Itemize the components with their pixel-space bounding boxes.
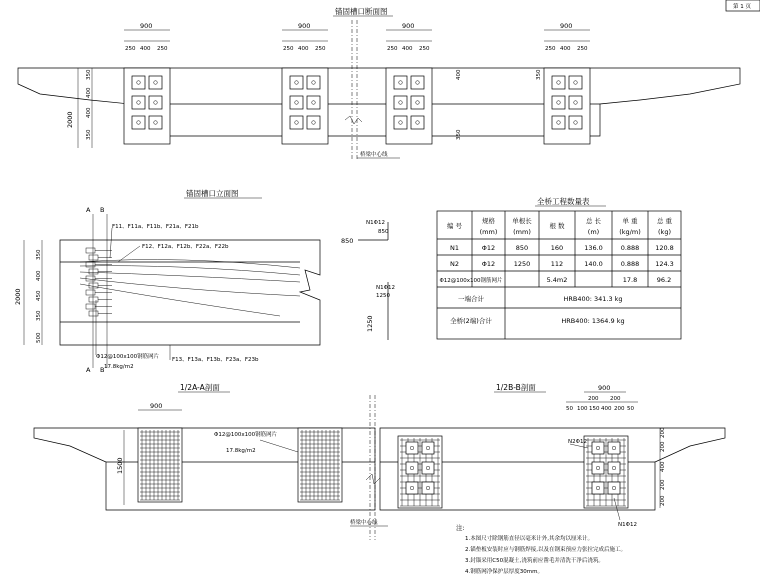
anchor-plate xyxy=(422,482,434,494)
top-view xyxy=(18,6,740,160)
anchor-plate xyxy=(608,482,620,494)
top-block-3 xyxy=(386,22,432,144)
table-cell: 124.3 xyxy=(655,260,674,268)
anchor-plate xyxy=(608,462,620,474)
sheet-tag-text: 第 1 页 xyxy=(733,4,751,10)
table-sum-one-label: 一端合计 xyxy=(458,295,484,303)
rebar-n2-len: 1250 xyxy=(376,293,390,299)
anchor-plate xyxy=(132,76,145,89)
anchor-plate xyxy=(422,462,434,474)
section-b-bot-2: 100 xyxy=(577,406,588,412)
block-part-dim: 250 xyxy=(283,46,294,52)
anchor-plate-elev xyxy=(89,311,98,316)
block-part-dim: 400 xyxy=(402,46,413,52)
table-cell: Φ12 xyxy=(481,244,496,252)
section-b-bot-1: 50 xyxy=(566,406,573,412)
anchor-plate xyxy=(307,96,320,109)
table-sum-one-value: HRB400: 341.3 kg xyxy=(563,295,623,303)
table-header-cell: 总 重 xyxy=(656,217,673,225)
table-header-cell: (kg/m) xyxy=(619,228,641,236)
section-a-height: 1500 xyxy=(116,457,124,474)
section-b-r3: 400 xyxy=(660,461,666,472)
section-b-top-1: 200 xyxy=(588,396,599,402)
section-b-r4: 200 xyxy=(660,479,666,490)
table-mesh-len: 5.4m2 xyxy=(546,276,568,284)
top-rh3: 350 xyxy=(536,69,542,80)
anchor-block-outline xyxy=(124,68,170,144)
anchor-plate-elev xyxy=(89,255,98,260)
section-a xyxy=(34,382,388,540)
anchor-plate xyxy=(406,482,418,494)
block-part-dim: 250 xyxy=(545,46,556,52)
elev-mesh-label: Φ12@100x100钢筋网片 xyxy=(96,354,160,360)
anchor-plate xyxy=(406,442,418,454)
anchor-plate xyxy=(290,76,303,89)
block-width-dim: 900 xyxy=(402,22,415,30)
anchor-plate-elev xyxy=(86,290,95,295)
anchor-plate-elev xyxy=(86,262,95,267)
note-line-1: 1.本图尺寸除钢筋直径以毫米计外,其余均以厘米计。 xyxy=(465,536,593,542)
table-header-cell: 单 重 xyxy=(622,217,638,225)
anchor-plate xyxy=(394,116,407,129)
section-b-bot-6: 50 xyxy=(627,406,634,412)
elev-h1: 350 xyxy=(36,249,42,260)
rebar-n1-label: N1Φ12 xyxy=(366,220,385,226)
elev-h2: 400 xyxy=(36,270,42,281)
tendon-upper-1: F11、F11a、F11b、F21a、F21b xyxy=(112,224,199,230)
anchor-plate xyxy=(149,96,162,109)
table-header-cell: (mm) xyxy=(513,228,531,236)
anchor-plate xyxy=(569,116,582,129)
top-rh1: 400 xyxy=(456,69,462,80)
anchor-plate-elev xyxy=(89,283,98,288)
elev-h5: 500 xyxy=(36,332,42,343)
anchor-plate xyxy=(290,116,303,129)
section-b-r5: 200 xyxy=(660,495,666,506)
anchor-block-outline xyxy=(282,68,328,144)
table-cell: 120.8 xyxy=(655,244,674,252)
table-cell: Φ12 xyxy=(481,260,496,268)
top-center-label: 桥梁中心线 xyxy=(360,152,388,158)
mesh-outline xyxy=(138,428,182,502)
table-header-cell: 编 号 xyxy=(446,222,463,230)
rebar-n1-len: 850 xyxy=(378,229,389,235)
block-part-dim: 400 xyxy=(298,46,309,52)
top-block-1 xyxy=(124,22,170,144)
section-b-r2: 200 xyxy=(660,441,666,452)
anchor-plate xyxy=(307,116,320,129)
top-view-title: 锚固槽口断面图 xyxy=(335,7,388,16)
notes xyxy=(456,523,626,575)
notes-heading: 注: xyxy=(456,524,465,532)
anchor-plate xyxy=(552,76,565,89)
section-b-r1: 200 xyxy=(660,427,666,438)
block-part-dim: 250 xyxy=(419,46,430,52)
top-h2: 400 xyxy=(86,87,92,98)
section-b-rebar-n2: N2Φ12 xyxy=(568,439,587,445)
anchor-block-outline xyxy=(386,68,432,144)
table-mesh-total: 96.2 xyxy=(656,276,672,284)
block-part-dim: 250 xyxy=(387,46,398,52)
section-b-mark-top: B xyxy=(100,206,105,214)
anchor-plate xyxy=(411,96,424,109)
anchor-plate xyxy=(569,96,582,109)
section-b-rebar-n1: N1Φ12 xyxy=(618,522,637,528)
block-part-dim: 250 xyxy=(315,46,326,52)
table-mesh-unit: 17.8 xyxy=(622,276,638,284)
top-block-4 xyxy=(544,22,590,144)
top-h4: 350 xyxy=(86,129,92,140)
table-header-cell: (mm) xyxy=(479,228,498,236)
section-a-center-label: 桥梁中心线 xyxy=(350,520,378,526)
anchor-plate xyxy=(149,116,162,129)
section-b-block-1 xyxy=(398,436,442,508)
table-header-cell: 总 长 xyxy=(585,217,602,225)
anchor-plate xyxy=(394,76,407,89)
anchor-plate xyxy=(290,96,303,109)
table-header-cell: 单根长 xyxy=(512,217,532,225)
section-a-mark-top: A xyxy=(86,206,91,214)
note-line-4: 4.钢筋网净保护层厚度30mm。 xyxy=(465,569,543,575)
anchor-plate xyxy=(592,442,604,454)
anchor-plate xyxy=(411,116,424,129)
note-line-3: 3.封锚采用C50混凝土,浇筑前应凿毛并清洗干净后浇筑。 xyxy=(465,558,604,564)
anchor-plate xyxy=(552,116,565,129)
rebar-n1-dim: 850 xyxy=(341,237,354,245)
block-width-dim: 900 xyxy=(140,22,153,30)
section-b-bot-4: 400 xyxy=(601,406,612,412)
anchor-plate-elev xyxy=(86,248,95,253)
anchor-plate xyxy=(422,442,434,454)
section-b-bot-3: 150 xyxy=(589,406,600,412)
table-sum-all-label: 全桥(2端)合计 xyxy=(450,317,492,325)
anchor-plate xyxy=(406,462,418,474)
block-part-dim: 250 xyxy=(577,46,588,52)
top-height-total: 2000 xyxy=(66,111,74,128)
table-cell: 1250 xyxy=(513,260,531,268)
mesh-outline xyxy=(298,428,342,502)
quantity-table xyxy=(437,196,681,339)
table-cell: 112 xyxy=(550,260,564,268)
section-a-mark-bottom: A xyxy=(86,366,91,374)
anchor-plate xyxy=(411,76,424,89)
section-b-width: 900 xyxy=(598,384,611,392)
top-block-2 xyxy=(282,22,328,144)
section-a-mesh-1 xyxy=(138,428,182,502)
section-b-bot-5: 200 xyxy=(614,406,625,412)
table-header-cell: 根 数 xyxy=(549,222,565,230)
anchor-plate xyxy=(592,462,604,474)
anchor-plate xyxy=(307,76,320,89)
rebar-n2-dim: 1250 xyxy=(366,315,374,332)
table-cell: N2 xyxy=(450,260,459,268)
section-b-mark-bottom: B xyxy=(100,366,105,374)
section-b-title: 1/2B-B剖面 xyxy=(496,383,536,392)
section-a-width: 900 xyxy=(150,402,163,410)
block-width-dim: 900 xyxy=(298,22,311,30)
top-h1: 350 xyxy=(86,69,92,80)
sheet-tag xyxy=(726,0,760,11)
section-a-mesh-2 xyxy=(298,428,342,502)
anchor-plate-elev xyxy=(86,304,95,309)
table-mesh-label: Φ12@100x100钢筋网片 xyxy=(439,278,503,284)
table-title: 全桥工程数量表 xyxy=(537,197,590,206)
table-header-cell: 规格 xyxy=(482,217,495,225)
anchor-plate xyxy=(608,442,620,454)
elevation-view xyxy=(14,188,320,374)
elev-h4: 350 xyxy=(36,310,42,321)
table-cell: 0.888 xyxy=(620,244,640,252)
table-cell: 0.888 xyxy=(620,260,640,268)
table-header-cell: (kg) xyxy=(658,228,671,236)
table-cell: 136.0 xyxy=(584,244,603,252)
elev-height-total: 2000 xyxy=(14,288,22,305)
anchor-plate xyxy=(569,76,582,89)
block-part-dim: 250 xyxy=(157,46,168,52)
section-b-block-2 xyxy=(584,436,628,508)
table-sum-all-value: HRB400: 1364.9 kg xyxy=(561,317,625,325)
rebar-shapes xyxy=(341,220,395,340)
anchor-plate xyxy=(132,96,145,109)
rebar-n2-label: N1Φ12 xyxy=(376,285,395,291)
table-cell: 850 xyxy=(515,244,529,252)
anchor-plate xyxy=(552,96,565,109)
anchor-plate-elev xyxy=(86,276,95,281)
block-width-dim: 900 xyxy=(560,22,573,30)
anchor-plate xyxy=(592,482,604,494)
block-part-dim: 250 xyxy=(125,46,136,52)
block-part-dim: 400 xyxy=(140,46,151,52)
anchor-plate-elev xyxy=(89,269,98,274)
top-rh2: 350 xyxy=(456,129,462,140)
tendon-lower: F13、F13a、F13b、F23a、F23b xyxy=(172,357,259,363)
anchor-plate xyxy=(132,116,145,129)
table-header-cell: (m) xyxy=(587,228,600,236)
elev-h3: 450 xyxy=(36,290,42,301)
anchor-plate xyxy=(394,96,407,109)
section-b xyxy=(380,382,725,528)
note-line-2: 2.锚垫板安装时应与钢筋焊接,以及在钢束预应力张拉完成后施工。 xyxy=(465,547,626,553)
elev-mesh-weight: 17.8kg/m2 xyxy=(104,364,134,370)
block-part-dim: 400 xyxy=(560,46,571,52)
anchor-plate xyxy=(149,76,162,89)
section-a-mesh-label: Φ12@100x100钢筋网片 xyxy=(214,432,278,438)
anchor-plate-elev xyxy=(89,297,98,302)
anchor-block-outline xyxy=(544,68,590,144)
table-cell: 140.0 xyxy=(584,260,603,268)
section-a-mesh-weight: 17.8kg/m2 xyxy=(226,448,256,454)
elevation-title: 锚固槽口立面图 xyxy=(186,189,239,198)
table-cell: N1 xyxy=(450,244,459,252)
top-h3: 400 xyxy=(86,107,92,118)
table-cell: 160 xyxy=(550,244,564,252)
section-a-title: 1/2A-A剖面 xyxy=(180,383,220,392)
tendon-upper-2: F12、F12a、F12b、F22a、F22b xyxy=(142,244,229,250)
section-b-top-2: 200 xyxy=(610,396,621,402)
